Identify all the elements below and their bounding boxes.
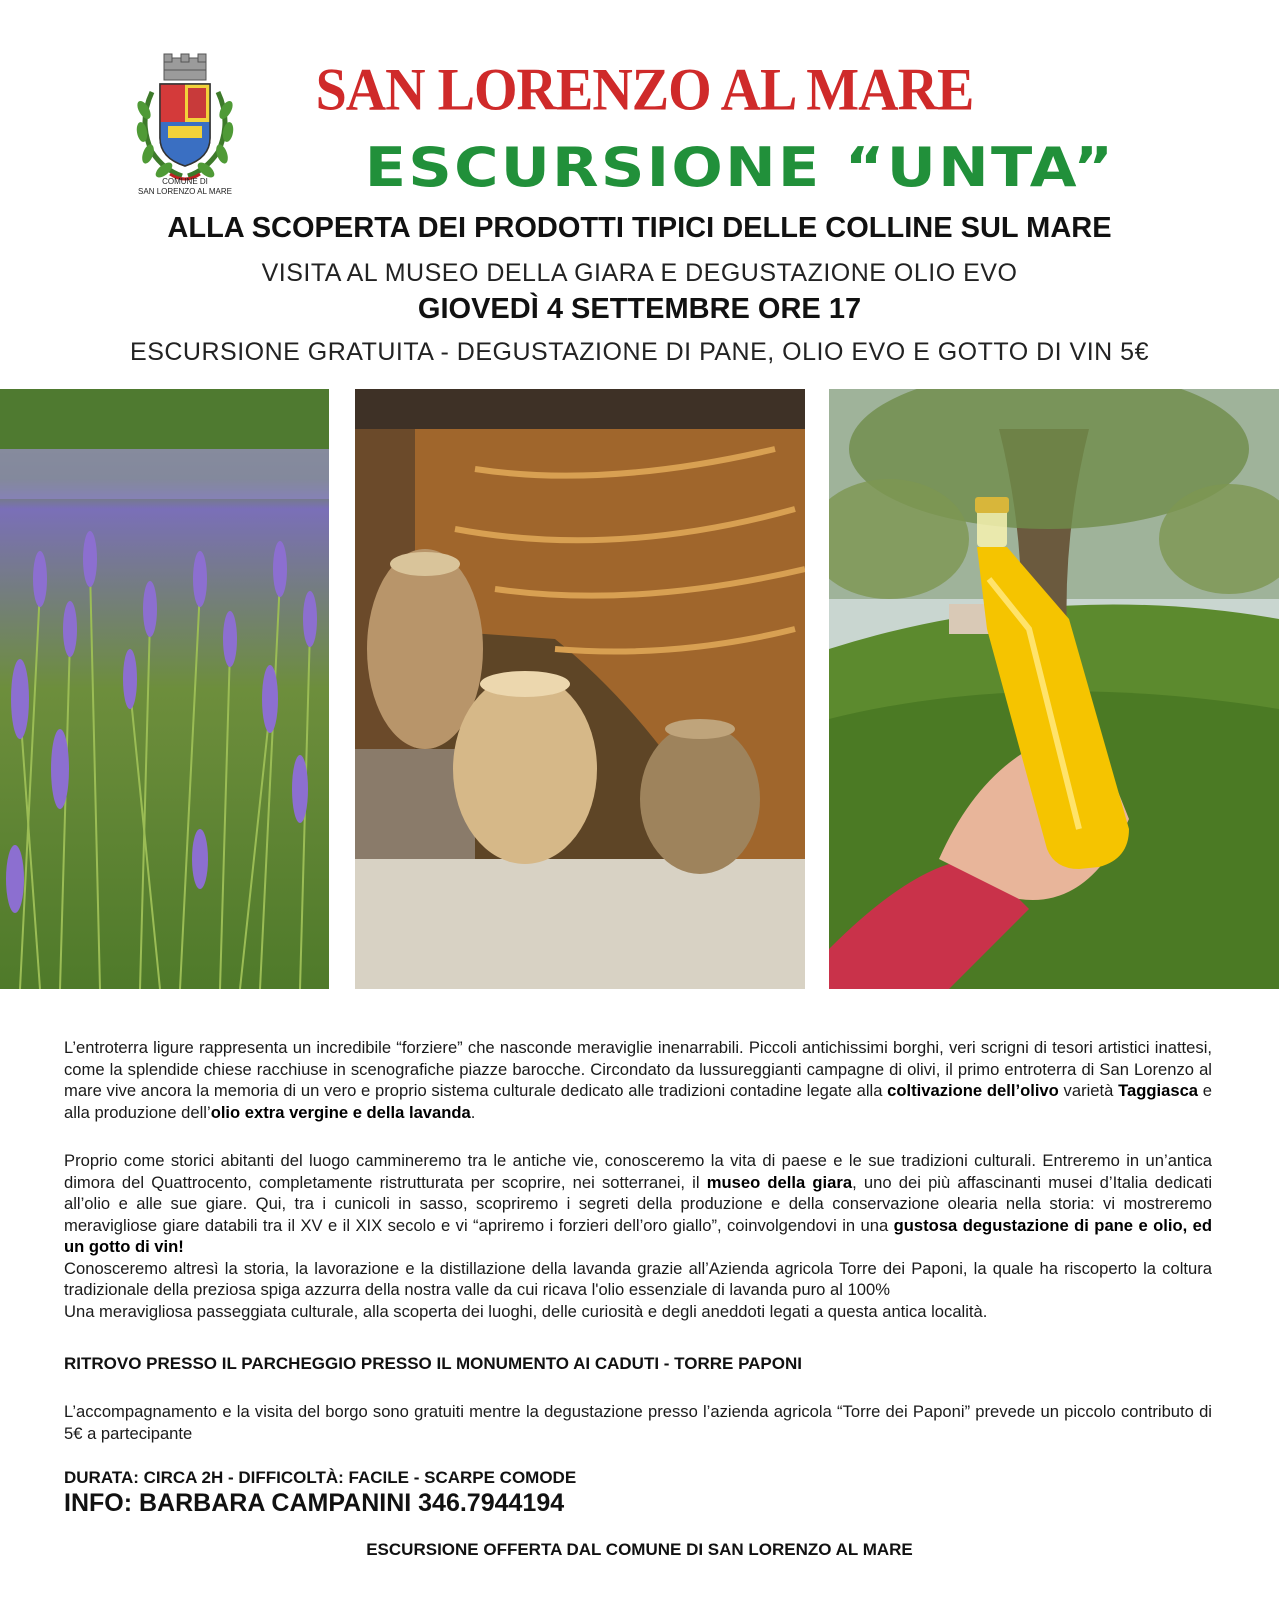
lavender-photo (0, 389, 329, 989)
description-text-2: , uno dei più affascinanti musei d’Italia dedicati all’olio e alle sue giare. Qui, tra i cunicoli in sasso, scopriremo i segreti della produzione e della conservazione olearia nella storia: vi mostreremo meravigliose giare databili tra il XV e il XIX secolo e vi “apriremo i forzieri dell’oro giallo”, coinvolgendovi in una (64, 1172, 1213, 1235)
intro-bold-oil: olio extra vergine e della lavanda (210, 1102, 471, 1122)
event-date: GIOVEDÌ 4 SETTEMBRE ORE 17 (417, 293, 862, 325)
town-title: SAN LORENZO AL MARE (315, 56, 974, 124)
description-paragraph (64, 1150, 1212, 1322)
info-contact: INFO: BARBARA CAMPANINI 346.7944194 (64, 1489, 565, 1517)
olive-oil-bottle-photo (829, 389, 1279, 989)
amphorae-photo (355, 389, 805, 989)
description-bold-tasting: gustosa degustazione di pane e olio, ed un gotto di vin! (64, 1215, 1212, 1256)
intro-text-2: varietà (1058, 1081, 1119, 1100)
intro-text: L’entroterra ligure rappresenta un incredibile “forziere” che nasconde meraviglie inenarrabili. Piccoli antichissimi borghi, veri scrigni di tesori artistici inattesi, come la splendide chiese racchiuse in scenografiche piazze barocche. Circondato da lussureggianti campagne di olivi, il primo entroterra di San Lorenzo al mare vive ancora la memoria di un vero e proprio sistema culturale dedicato alle tradizioni contadine legate alla (64, 1038, 1212, 1100)
visit-line: VISITA AL MUSEO DELLA GIARA E DEGUSTAZIONE OLIO EVO (261, 259, 1018, 287)
intro-bold-taggiasca: Taggiasca (1118, 1081, 1199, 1100)
description-text: Proprio come storici abitanti del luogo cammineremo tra le antiche vie, conosceremo la vita di paese e le sue tradizioni culturali. Entreremo in un’antica dimora del Quattrocento, completamente ristrutturata per scoprire, nei sotterranei, il (64, 1151, 1212, 1192)
offer-footer: ESCURSIONE OFFERTA DAL COMUNE DI SAN LORENZO AL MARE (366, 1540, 913, 1559)
intro-bold-olive: coltivazione dell’olivo (887, 1081, 1059, 1100)
description-lavender: Conosceremo altresì la storia, la lavorazione e la distillazione della lavanda grazie all’Azienda agricola Torre dei Paponi, la quale ha riscoperto la coltura tradizionale della preziosa spiga azzurra della nostra valle da cui ricava l'olio essenziale di lavanda puro al 100% (64, 1258, 1212, 1299)
crest-caption-line-1: COMUNE DI (162, 177, 208, 186)
description-museum (64, 1150, 1212, 1258)
subtitle: ALLA SCOPERTA DEI PRODOTTI TIPICI DELLE COLLINE SUL MARE (167, 212, 1112, 244)
duration-line: DURATA: CIRCA 2H - DIFFICOLTÀ: FACILE - SCARPE COMODE (64, 1468, 577, 1487)
fee-line: ESCURSIONE GRATUITA - DEGUSTAZIONE DI PANE, OLIO EVO E GOTTO DI VIN 5€ (130, 338, 1149, 366)
intro-text-3: e alla produzione dell’ (64, 1081, 1212, 1122)
intro-paragraph (64, 1037, 1212, 1123)
description-walk: Una meravigliosa passeggiata culturale, alla scoperta dei luoghi, delle curiosità e degli aneddoti legati a questa antica località. (64, 1301, 988, 1321)
description-bold-museum: museo della giara (706, 1172, 853, 1192)
intro-text-4: . (470, 1102, 476, 1122)
meeting-point: RITROVO PRESSO IL PARCHEGGIO PRESSO IL MONUMENTO AI CADUTI - TORRE PAPONI (64, 1354, 802, 1373)
crest-caption-line-2: SAN LORENZO AL MARE (138, 187, 232, 196)
contribution-note: L’accompagnamento e la visita del borgo sono gratuiti mentre la degustazione presso l’azienda agricola “Torre dei Paponi” prevede un piccolo contributo di 5€ a partecipante (64, 1402, 1212, 1443)
event-title: ESCURSIONE “UNTA” (364, 136, 1116, 199)
